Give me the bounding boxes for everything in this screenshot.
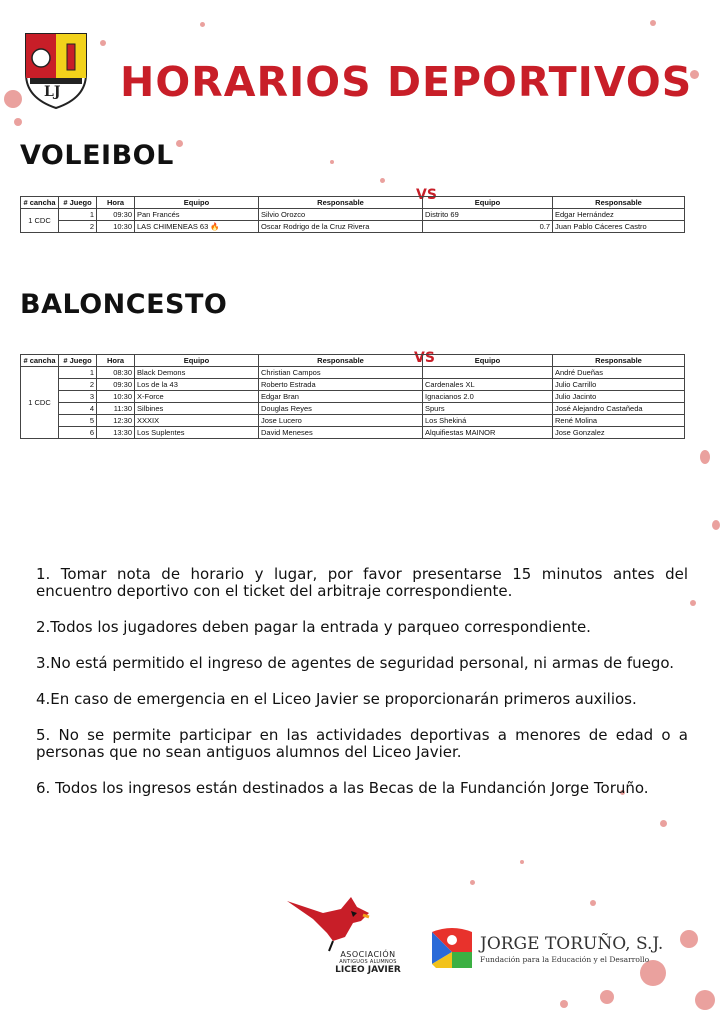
responsable1-cell: Oscar Rodrigo de la Cruz Rivera <box>259 221 423 233</box>
column-header: # Juego <box>59 355 97 367</box>
responsable2-cell: René Molina <box>553 415 685 427</box>
juego-cell: 1 <box>59 367 97 379</box>
responsable2-cell: José Alejandro Castañeda <box>553 403 685 415</box>
equipo1-cell: Los de la 43 <box>135 379 259 391</box>
equipo1-cell: Pan Francés <box>135 209 259 221</box>
responsable1-cell: Jose Lucero <box>259 415 423 427</box>
column-header: # cancha <box>21 197 59 209</box>
juego-cell: 2 <box>59 221 97 233</box>
juego-cell: 3 <box>59 391 97 403</box>
foundation-subtitle: Fundación para la Educación y el Desarrollo <box>480 955 650 964</box>
equipo2-cell: Cardenales XL <box>423 379 553 391</box>
rules-list <box>36 566 688 816</box>
hora-cell: 12:30 <box>97 415 135 427</box>
column-header: Equipo <box>135 355 259 367</box>
table-row <box>21 221 685 233</box>
association-line-3: LICEO JAVIER <box>335 965 401 975</box>
column-header: Responsable <box>553 197 685 209</box>
baloncesto-vs-label: VS <box>414 350 435 366</box>
crest-letters: LJ <box>44 84 61 100</box>
voleibol-vs-label: VS <box>416 187 437 203</box>
equipo2-cell: Distrito 69 <box>423 209 553 221</box>
column-header: Responsable <box>553 355 685 367</box>
cancha-cell: 1 CDC <box>21 209 59 233</box>
responsable1-cell: Roberto Estrada <box>259 379 423 391</box>
association-name <box>328 950 408 975</box>
responsable2-cell: Jose Gonzalez <box>553 427 685 439</box>
table-row <box>21 379 685 391</box>
rule-item: 5. No se permite participar en las actividades deportivas a menores de edad o a personas que no sean antiguos alumnos del Liceo Javier. <box>36 726 688 761</box>
equipo1-cell: Black Demons <box>135 367 259 379</box>
responsable1-cell: David Meneses <box>259 427 423 439</box>
column-header: Hora <box>97 355 135 367</box>
column-header: Responsable <box>259 197 423 209</box>
column-header: Equipo <box>135 197 259 209</box>
column-header: Equipo <box>423 355 553 367</box>
hora-cell: 13:30 <box>97 427 135 439</box>
equipo2-cell <box>423 367 553 379</box>
table-row <box>21 209 685 221</box>
equipo1-cell: XXXIX <box>135 415 259 427</box>
school-crest-logo <box>20 28 92 110</box>
responsable2-cell: Julio Carrillo <box>553 379 685 391</box>
table-row <box>21 427 685 439</box>
equipo1-cell: X-Force <box>135 391 259 403</box>
equipo2-cell: 0.7 <box>423 221 553 233</box>
hora-cell: 11:30 <box>97 403 135 415</box>
table-row <box>21 415 685 427</box>
foundation-logo-icon <box>428 924 476 972</box>
voleibol-table <box>20 196 685 233</box>
baloncesto-table <box>20 354 685 439</box>
rule-item: 6. Todos los ingresos están destinados a las Becas de la Fundanción Jorge Toruño. <box>36 779 649 797</box>
equipo1-cell: LAS CHIMENEAS 63 🔥 <box>135 221 259 233</box>
equipo2-cell: Spurs <box>423 403 553 415</box>
association-line-2: ANTIGUOS ALUMNOS <box>339 959 397 965</box>
responsable1-cell: Christian Campos <box>259 367 423 379</box>
baloncesto-title: BALONCESTO <box>20 289 228 320</box>
juego-cell: 4 <box>59 403 97 415</box>
table-row <box>21 403 685 415</box>
juego-cell: 2 <box>59 379 97 391</box>
hora-cell: 10:30 <box>97 391 135 403</box>
column-header: # Juego <box>59 197 97 209</box>
equipo2-cell: Ignacianos 2.0 <box>423 391 553 403</box>
responsable1-cell: Douglas Reyes <box>259 403 423 415</box>
responsable2-cell: Julio Jacinto <box>553 391 685 403</box>
responsable2-cell: Juan Pablo Cáceres Castro <box>553 221 685 233</box>
hora-cell: 08:30 <box>97 367 135 379</box>
association-line-1: ASOCIACIÓN <box>340 950 396 959</box>
column-header: Responsable <box>259 355 423 367</box>
table-header-row <box>21 355 685 367</box>
table-row <box>21 391 685 403</box>
voleibol-title: VOLEIBOL <box>20 140 174 171</box>
hora-cell: 09:30 <box>97 209 135 221</box>
hora-cell: 10:30 <box>97 221 135 233</box>
responsable1-cell: Edgar Bran <box>259 391 423 403</box>
responsable2-cell: André Dueñas <box>553 367 685 379</box>
equipo2-cell: Alquifiestas MAINOR <box>423 427 553 439</box>
juego-cell: 5 <box>59 415 97 427</box>
rule-item: 4.En caso de emergencia en el Liceo Javier se proporcionarán primeros auxilios. <box>36 690 637 708</box>
page-title: HORARIOS DEPORTIVOS <box>120 58 693 106</box>
responsable1-cell: Silvio Orozco <box>259 209 423 221</box>
column-header: Hora <box>97 197 135 209</box>
responsable2-cell: Edgar Hernández <box>553 209 685 221</box>
cancha-cell: 1 CDC <box>21 367 59 439</box>
rule-item: 2.Todos los jugadores deben pagar la entrada y parqueo correspondiente. <box>36 618 591 636</box>
equipo2-cell: Los Shekiná <box>423 415 553 427</box>
equipo1-cell: Silbines <box>135 403 259 415</box>
table-row <box>21 367 685 379</box>
column-header: Equipo <box>423 197 553 209</box>
table-header-row <box>21 197 685 209</box>
foundation-name: JORGE TORUÑO, S.J. <box>480 934 664 954</box>
juego-cell: 6 <box>59 427 97 439</box>
juego-cell: 1 <box>59 209 97 221</box>
equipo1-cell: Los Suplentes <box>135 427 259 439</box>
rule-item: 1. Tomar nota de horario y lugar, por favor presentarse 15 minutos antes del encuentro deportivo con el ticket del arbitraje correspondiente. <box>36 565 688 600</box>
hora-cell: 09:30 <box>97 379 135 391</box>
rule-item: 3.No está permitido el ingreso de agentes de seguridad personal, ni armas de fuego. <box>36 654 675 672</box>
column-header: # cancha <box>21 355 59 367</box>
